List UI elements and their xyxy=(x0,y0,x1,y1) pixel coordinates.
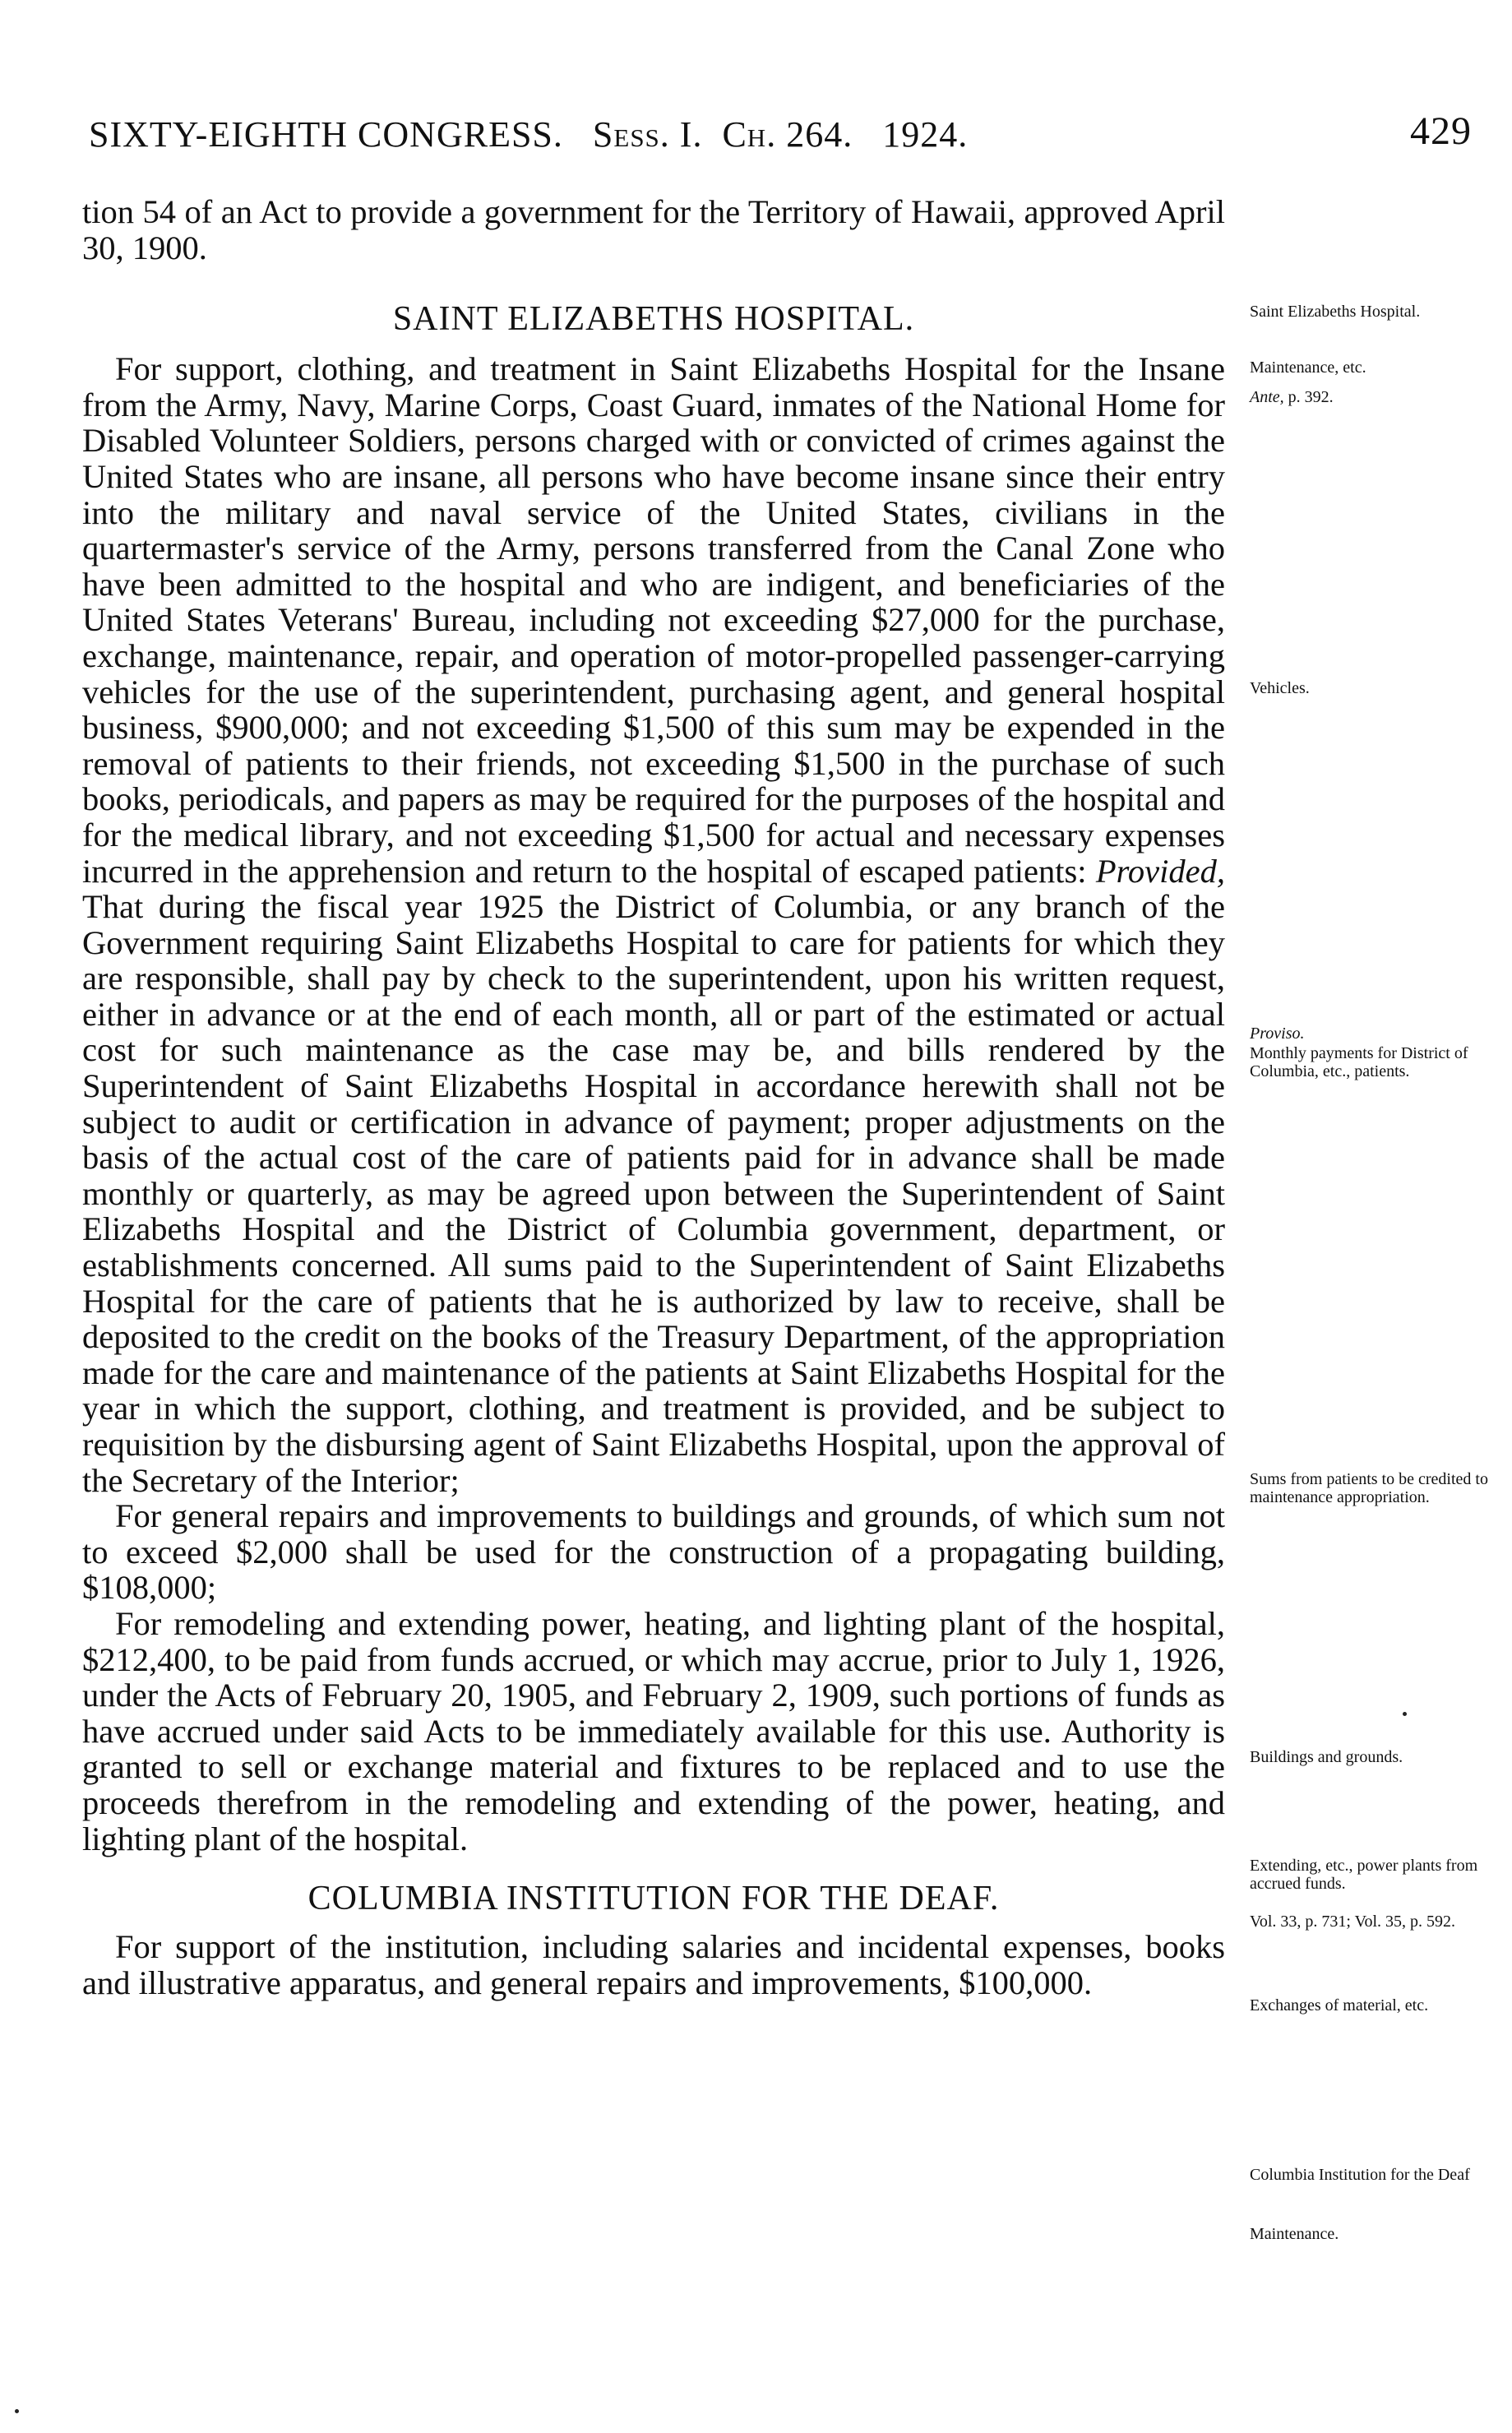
page-number: 429 xyxy=(1410,109,1472,153)
opening-paragraph: tion 54 of an Act to provide a government for the Territory of Hawaii, approved April 30, 1900. xyxy=(82,193,1225,266)
margin-note-monthly-payments: Monthly payments for District of Columbia, etc., patients. xyxy=(1250,1044,1468,1080)
margin-note-saint-elizabeths: Saint Elizabeths Hospital. xyxy=(1250,303,1421,321)
margin-note-vol-refs: Vol. 33, p. 731; Vol. 35, p. 592. xyxy=(1250,1913,1456,1931)
running-header xyxy=(89,109,1472,163)
margin-note-extending-power: Extending, etc., power plants from accrued funds. xyxy=(1250,1857,1478,1893)
columbia-support-paragraph: For support of the institution, including salaries and incidental expenses, books and illustrative apparatus, and general repairs and improvements, $100,000. xyxy=(82,1928,1225,2001)
session-label: Sess. I. xyxy=(592,114,703,155)
year-label: 1924. xyxy=(882,114,969,155)
margin-note-maintenance-2: Maintenance. xyxy=(1250,2225,1339,2243)
stray-dot-mark xyxy=(1403,1712,1407,1716)
congress-title: SIXTY-EIGHTH CONGRESS. xyxy=(89,114,563,155)
margin-note-maintenance: Maintenance, etc. xyxy=(1250,358,1366,377)
ante-page: p. 392. xyxy=(1283,388,1334,406)
chapter-label: Ch. 264. xyxy=(722,114,853,155)
provided-word: Provided, xyxy=(1095,852,1225,890)
repairs-paragraph: For general repairs and improvements to buildings and grounds, of which sum not to exceed $2,000 shall be used for the construction of a propagating building, $108,000; xyxy=(82,1497,1225,1607)
support-paragraph xyxy=(82,351,1225,1498)
margin-note-exchanges: Exchanges of material, etc. xyxy=(1250,1996,1429,2014)
proviso-text: That during the fiscal year 1925 the District of Columbia, or any branch of the Government requiring Saint Elizabeths Hospital to care for patients for which they are responsible, shall pay by check to the superintendent, upon his written request, either in advance or at the end of each month, all or part of the estimated or actual cost for such maintenance as the case may be, and bills rendered by the Superintendent of Saint Elizabeths Hospital in accordance herewith shall not be subject to audit or certification in advance of payment; proper adjustments on the basis of the actual cost of the care of patients paid for in advance shall be made monthly or quarterly, as may be agreed upon between the Superintendent of Saint Elizabeths Hospital and the District of Columbia government, department, or establishments concerned. All sums paid to the Superintendent of Saint Elizabeths Hospital for the care of patients that he is authorized by law to receive, shall be deposited to the credit on the books of the Treasury Department, of the appropriation made for the care and maintenance of the patients at Saint Elizabeths Hospital for the year in which the support, clothing, and treatment is provided, and be subject to requisition by the disbursing agent of Saint Elizabeths Hospital, upon the approval of the Secretary of the Interior; xyxy=(82,888,1225,1499)
margin-note-buildings-grounds: Buildings and grounds. xyxy=(1250,1748,1403,1766)
section-heading-columbia: COLUMBIA INSTITUTION FOR THE DEAF. xyxy=(307,1880,1000,1918)
support-main-text: For support, clothing, and treatment in Saint Elizabeths Hospital for the Insane from the Army, Navy, Marine Corps, Coast Guard, inmates of the National Home for Disabled Volunteer Soldiers, persons charged with or convicted of crimes against the United States who are insane, all persons who have become insane since their entry into the military and naval service of the United States, civilians in the quartermaster's service of the Army, persons transferred from the Canal Zone who have been admitted to the hospital and who are indigent, and beneficiaries of the United States Veterans' Bureau, including not exceeding $27,000 for the purchase, exchange, maintenance, repair, and operation of motor-propelled passenger-carrying vehicles for the use of the superintendent, purchasing agent, and general hospital business, $900,000; and not exceeding $1,500 of this sum may be expended in the removal of patients to their friends, not exceeding $1,500 in the purchase of such books, periodicals, and papers as may be required for the purposes of the hospital and for the medical library, and not exceeding $1,500 for actual and necessary expenses incurred in the apprehension and return to the hospital of escaped patients: xyxy=(82,350,1225,890)
body-text xyxy=(82,194,1225,2001)
margin-note-sums-from-patients: Sums from patients to be credited to maintenance appropriation. xyxy=(1250,1470,1488,1506)
ante-word: Ante, xyxy=(1250,388,1284,406)
margin-note-ante xyxy=(1250,388,1496,406)
header-left xyxy=(89,113,968,155)
margin-note-vehicles: Vehicles. xyxy=(1250,679,1310,697)
section-heading-saint-elizabeths: SAINT ELIZABETHS HOSPITAL. xyxy=(392,300,915,339)
margin-note-proviso: Proviso. xyxy=(1250,1025,1305,1043)
stray-dot-mark xyxy=(15,2409,19,2413)
margin-note-columbia-institution: Columbia Institution for the Deaf xyxy=(1250,2166,1470,2184)
remodeling-paragraph: For remodeling and extending power, heating, and lighting plant of the hospital, $212,400, to be paid from funds accrued, or which may accrue, prior to July 1, 1926, under the Acts of February 20, 1905, and February 2, 1909, such portions of funds as have accrued under said Acts to be immediately available for this use. Authority is granted to sell or exchange material and fixtures to be replaced and to use the proceeds therefrom in the remodeling and extending of the power, heating, and lighting plant of the hospital. xyxy=(82,1604,1225,1857)
